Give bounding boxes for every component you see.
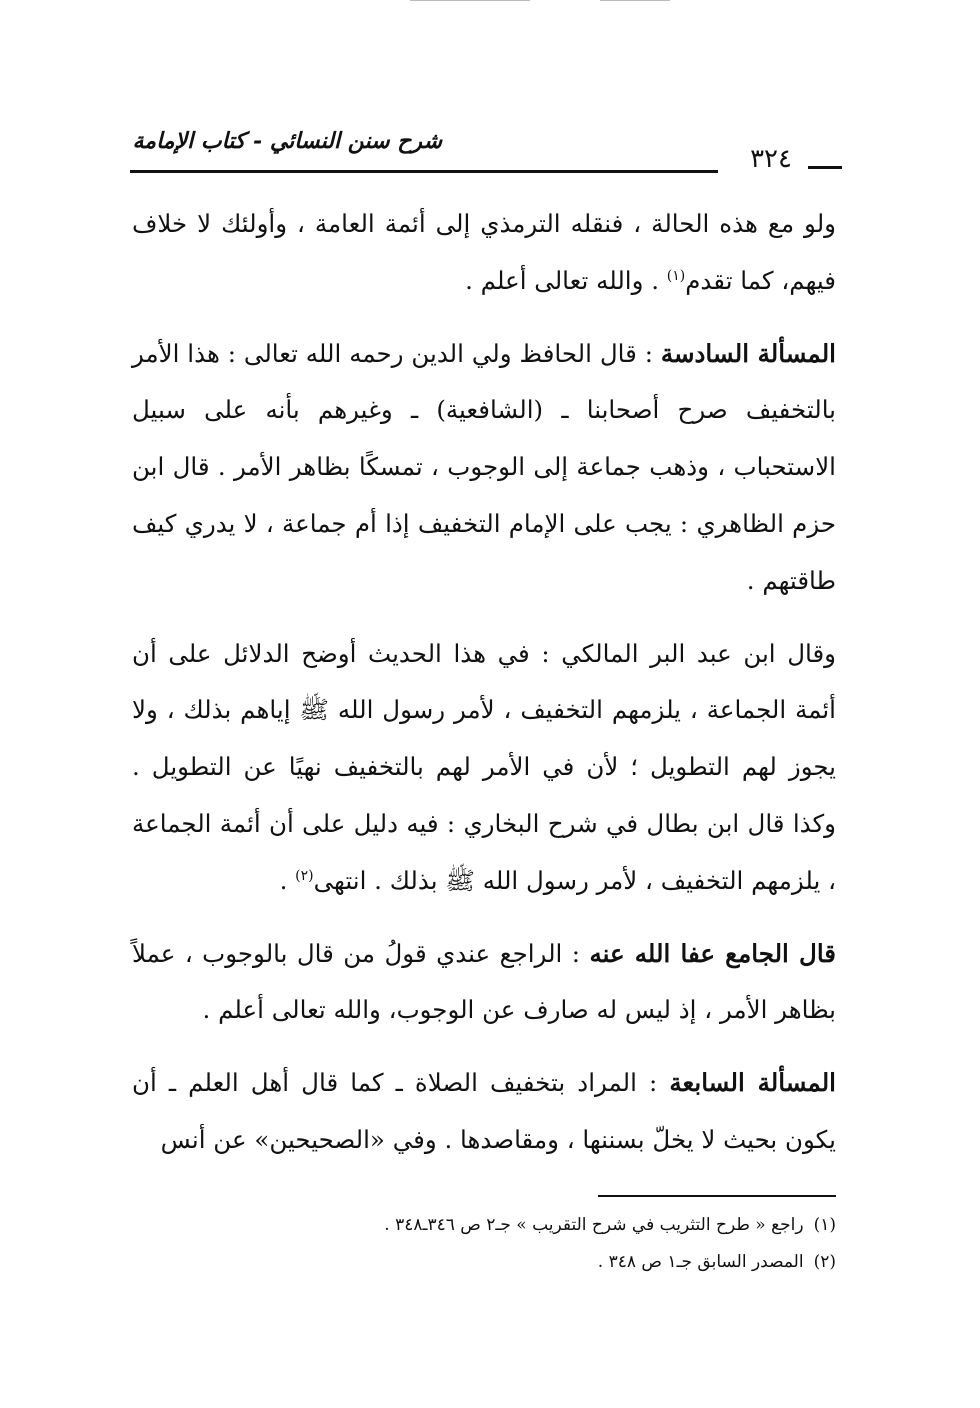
scan-edge-mark — [410, 0, 530, 1]
paragraph-text: ولو مع هذه الحالة ، فنقله الترمذي إلى أئمة العامة ، وأولئك لا خلاف فيهم، كما تقدم — [132, 209, 836, 295]
page-number: ٣٢٤ — [750, 144, 792, 174]
paragraph-text: . — [279, 865, 296, 895]
scan-edge-mark — [600, 0, 670, 1]
section-heading: قال الجامع عفا الله عنه — [589, 938, 836, 968]
footnote-reference[interactable]: (١) — [666, 267, 686, 284]
paragraph-text: . والله تعالى أعلم . — [465, 265, 667, 295]
paragraph-text: : المراد بتخفيف الصلاة ـ كما قال أهل العلم ـ أن يكون بحيث لا يخلّ بسننها ، ومقاصدها . وفي «الصحيحين» عن أنس — [132, 1068, 836, 1154]
paragraph-text: : قال الحافظ ولي الدين رحمه الله تعالى : هذا الأمر بالتخفيف صرح أصحابنا ـ (الشافعية) ـ وغيرهم بأنه على سبيل الاستحباب ، وذهب جماعة إلى الوجوب ، تمسكًا بظاهر الأمر . قال ابن حزم الظاهري : يجب على الإمام التخفيف إذا أم جماعة ، لا يدري كيف طاقتهم . — [132, 338, 836, 595]
page-number-dash — [808, 166, 842, 169]
header-rule — [130, 170, 718, 173]
footnote-text: المصدر السابق جـ١ ص ٣٤٨ . — [597, 1252, 804, 1272]
footnote-number: (٢) — [813, 1252, 836, 1272]
footnote-text: راجع « طرح التثريب في شرح التقريب » جـ٢ ص ٣٤٦ـ٣٤٨ . — [384, 1215, 804, 1235]
footnote — [300, 1244, 836, 1281]
paragraph-text: وقال ابن عبد البر المالكي : في هذا الحديث أوضح الدلائل على أن أئمة الجماعة ، يلزمهم التخفيف ، لأمر رسول الله ﷺ إياهم بذلك ، ولا يجوز لهم التطويل ؛ لأن في الأمر لهم بالتخفيف نهيًا عن التطويل . وكذا قال ابن بطال في شرح البخاري : فيه دليل على أن أئمة الجماعة ، يلزمهم التخفيف ، لأمر رسول الله ﷺ بذلك . انتهى — [132, 638, 836, 895]
paragraph — [132, 326, 836, 610]
paragraph — [132, 196, 836, 310]
footnote-reference[interactable]: (٢) — [295, 867, 314, 884]
paragraph — [132, 926, 836, 1040]
running-title: شرح سنن النسائي - كتاب الإمامة — [132, 128, 442, 154]
footnotes — [300, 1207, 836, 1281]
main-text — [132, 196, 836, 1169]
section-heading: المسألة السابعة — [669, 1068, 836, 1098]
footnote-separator — [598, 1195, 836, 1197]
footnote — [300, 1207, 836, 1244]
paragraph-text: : الراجع عندي قولُ من قال بالوجوب ، عملاً بظاهر الأمر ، إذ ليس له صارف عن الوجوب، والله تعالى أعلم . — [132, 938, 836, 1025]
footnote-number: (١) — [813, 1215, 836, 1235]
page-header — [130, 126, 842, 182]
paragraph — [132, 626, 836, 910]
paragraph — [132, 1055, 836, 1169]
section-heading: المسألة السادسة — [660, 338, 836, 368]
